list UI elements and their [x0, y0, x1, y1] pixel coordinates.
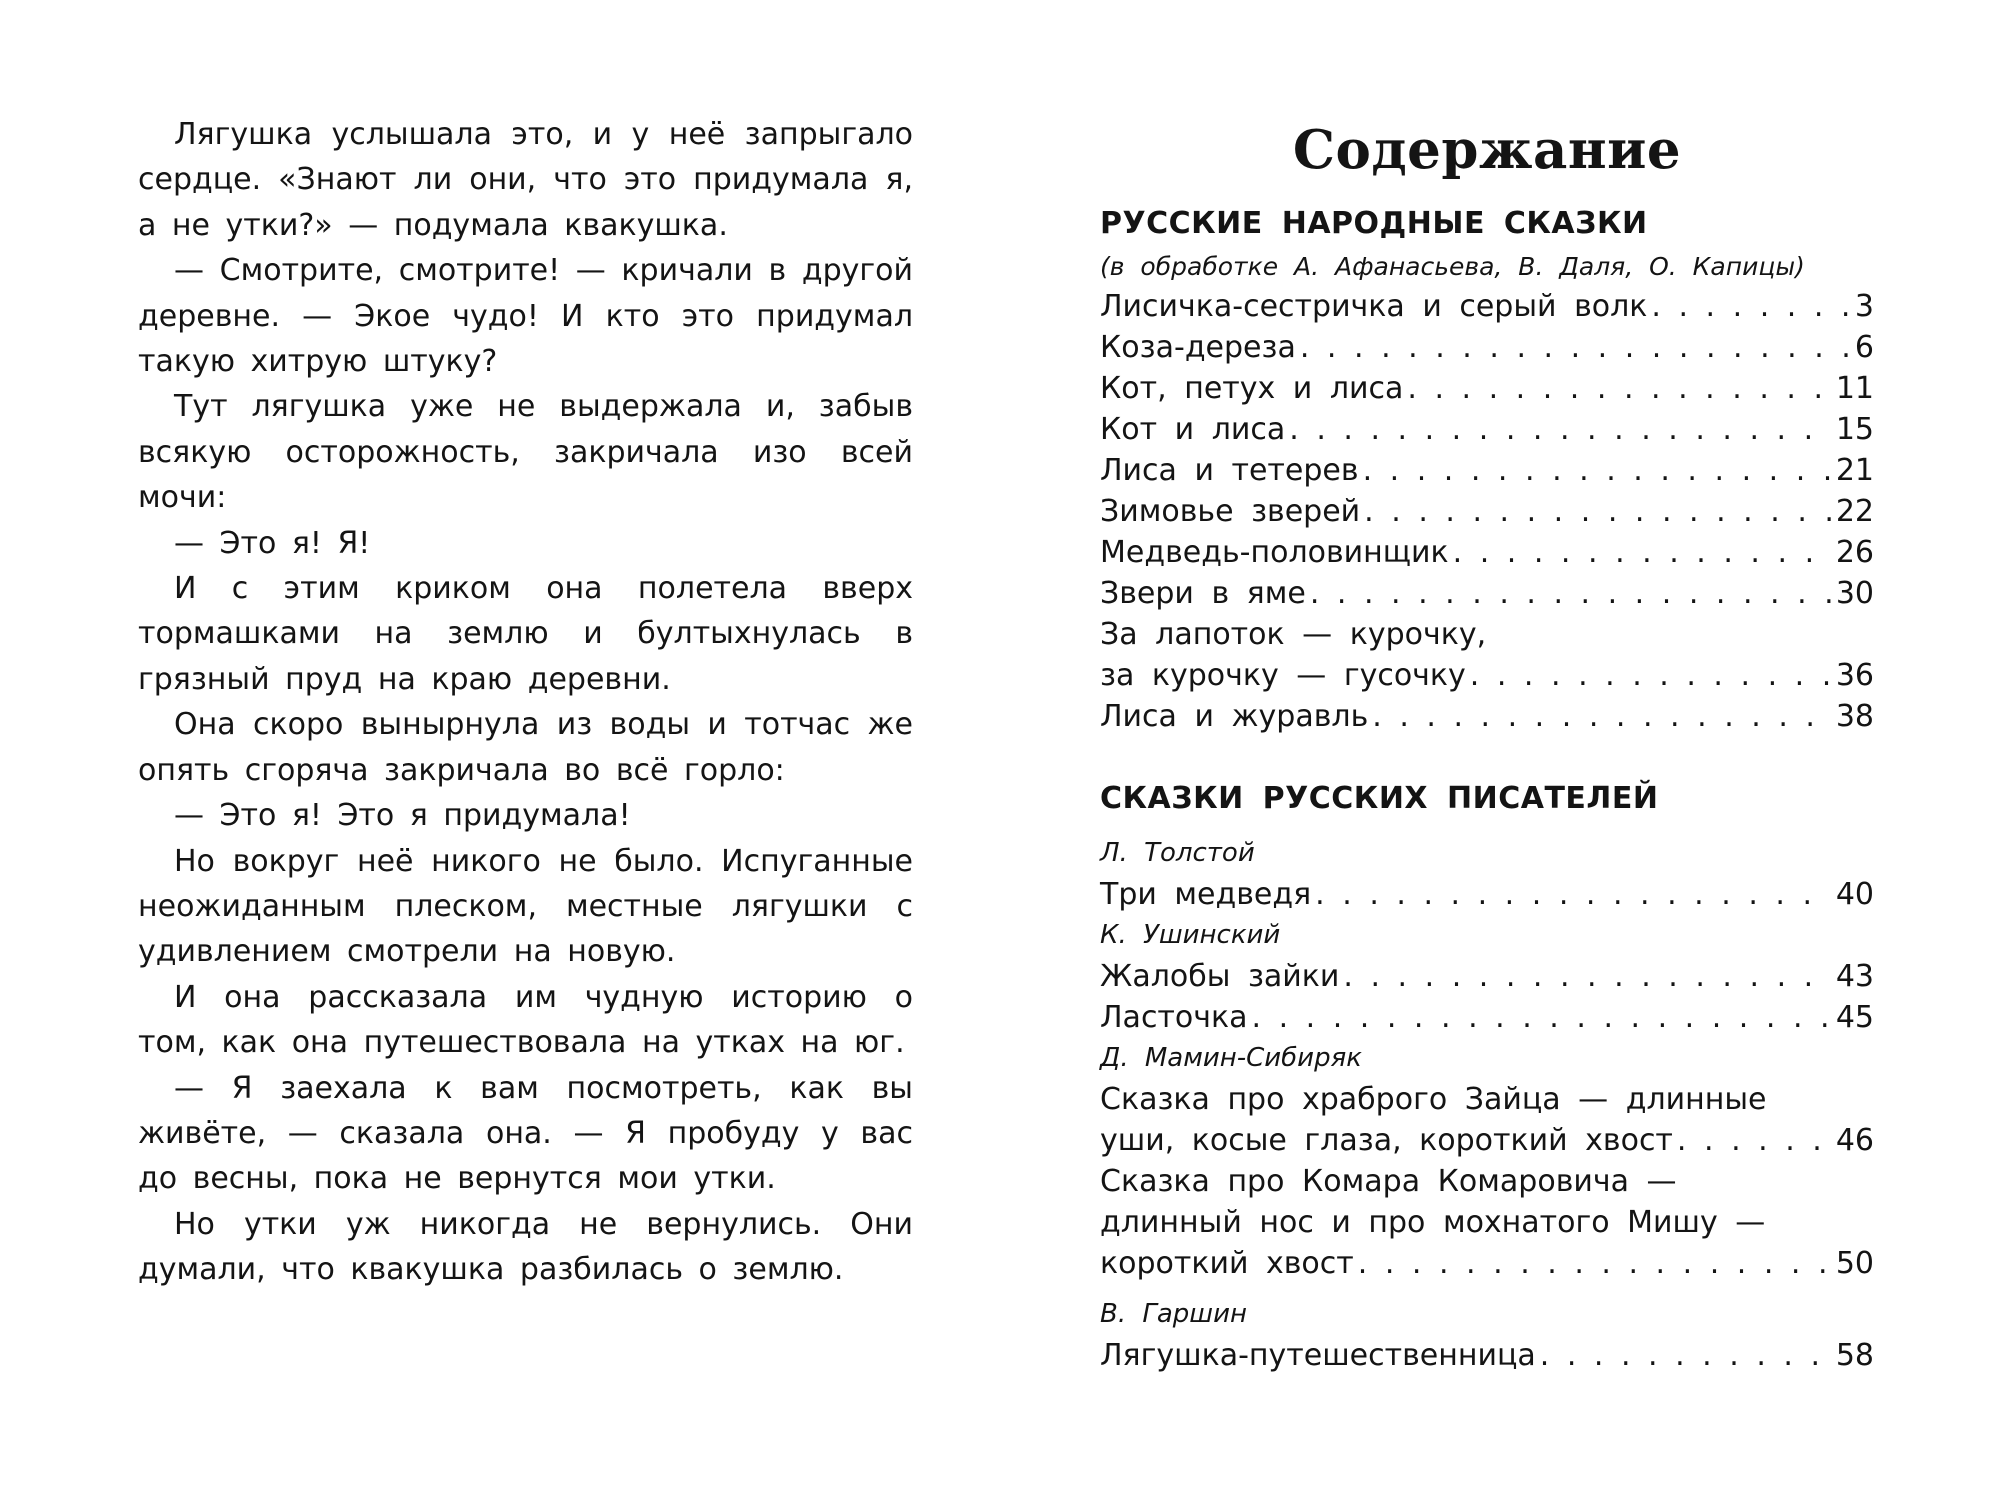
toc-entry-title: за курочку — гусочку [1100, 658, 1466, 693]
toc-entry[interactable] [1100, 409, 1874, 450]
story-paragraph: — Это я! Это я придумала! [174, 798, 631, 834]
toc-entry-title: Ласточка [1100, 1000, 1248, 1035]
toc-entry-line[interactable]: Сказка про Комара Комаровича — [1100, 1164, 1677, 1199]
toc-entry-page: 6 [1854, 330, 1874, 365]
story-paragraph: Тут лягушка уже не выдержала и, забыв всякую осторожность, закричала изо всей мочи: [138, 389, 913, 516]
toc-entry-page: 50 [1835, 1246, 1874, 1281]
toc-entry-line[interactable]: Сказка про храброго Зайца — длинные [1100, 1082, 1767, 1117]
toc-entry[interactable] [1100, 1120, 1874, 1161]
toc-entry-page: 15 [1835, 412, 1874, 447]
toc-entry[interactable] [1100, 573, 1874, 614]
toc-entry[interactable] [1100, 956, 1874, 997]
toc-entry-line[interactable]: За лапоток — курочку, [1100, 617, 1487, 652]
toc-entry[interactable] [1100, 450, 1874, 491]
story-paragraph: — Я заехала к вам посмотреть, как вы живёте, — сказала она. — Я пробуду у вас до весны, пока не вернутся мои утки. [138, 1070, 913, 1197]
dot-leader [1300, 327, 1851, 368]
story-paragraph: — Это я! Я! [174, 525, 371, 561]
toc-title: Содержание [1292, 119, 1682, 181]
toc-entry-page: 22 [1835, 494, 1874, 529]
toc-entry-title: Лягушка-путешественница [1100, 1338, 1536, 1373]
toc-entry-title: Три медведя [1100, 877, 1312, 912]
toc-entry-title: Жалобы зайки [1100, 959, 1340, 994]
toc-entry[interactable] [1100, 696, 1874, 737]
toc-entry[interactable] [1100, 327, 1874, 368]
table-of-contents-page [1100, 112, 1874, 1376]
story-paragraph: Она скоро вынырнула из воды и тотчас же опять сгоряча закричала во всё горло: [138, 707, 913, 788]
toc-entry-title: Лиса и тетерев [1100, 453, 1359, 488]
author-name: Л. Толстой [1100, 838, 1255, 868]
toc-entry-page: 45 [1835, 1000, 1874, 1035]
dot-leader [1289, 409, 1832, 450]
toc-entry-line[interactable]: длинный нос и про мохнатого Мишу — [1100, 1205, 1766, 1240]
toc-entry-title: Кот, петух и лиса [1100, 371, 1404, 406]
dot-leader [1363, 450, 1832, 491]
dot-leader [1540, 1335, 1832, 1376]
toc-entry-title: уши, косые глаза, короткий хвост [1100, 1123, 1673, 1158]
story-paragraph: И она рассказала им чудную историю о том, как она путешествовала на утках на юг. [138, 979, 913, 1061]
dot-leader [1252, 997, 1832, 1038]
author-name: В. Гаршин [1100, 1299, 1247, 1329]
toc-entry-page: 26 [1835, 535, 1874, 570]
toc-entry-title: Кот и лиса [1100, 412, 1286, 447]
toc-entry-page: 11 [1835, 371, 1874, 406]
toc-entry[interactable] [1100, 368, 1874, 409]
toc-entry[interactable] [1100, 532, 1874, 573]
toc-entry-title: короткий хвост [1100, 1246, 1354, 1281]
author-name: Д. Мамин-Сибиряк [1100, 1043, 1362, 1073]
author-name: К. Ушинский [1100, 920, 1281, 950]
dot-leader [1358, 1243, 1832, 1284]
toc-entry-page: 40 [1835, 877, 1874, 912]
story-paragraph: Лягушка услышала это, и у неё запрыгало сердце. «Знают ли они, что это придумала я, а не утки?» — подумала квакушка. [138, 117, 913, 243]
section-spacer [1100, 1284, 1874, 1294]
dot-leader [1651, 286, 1851, 327]
dot-leader [1453, 532, 1832, 573]
dot-leader [1372, 696, 1832, 737]
toc-entry-page: 30 [1835, 576, 1874, 611]
dot-leader [1310, 573, 1832, 614]
story-paragraph: — Смотрите, смотрите! — кричали в другой деревне. — Экое чудо! И кто это придумал такую хитрую штуку? [138, 253, 913, 380]
dot-leader [1677, 1120, 1832, 1161]
toc-entry-page: 36 [1835, 658, 1874, 693]
toc-entry-title: Медведь-половинщик [1100, 535, 1449, 570]
story-paragraph: И с этим криком она полетела вверх тормашками на землю и бултыхнулась в грязный пруд на краю деревни. [138, 571, 913, 697]
toc-entry-title: Лисичка-сестричка и серый волк [1100, 289, 1648, 324]
section-title-writers-tales: СКАЗКИ РУССКИХ ПИСАТЕЛЕЙ [1100, 781, 1659, 816]
toc-entry-page: 58 [1835, 1338, 1874, 1373]
story-paragraph: Но утки уж никогда не вернулись. Они думали, что квакушка разбилась о землю. [138, 1206, 913, 1288]
toc-entry[interactable] [1100, 491, 1874, 532]
toc-entry-title: Звери в яме [1100, 576, 1306, 611]
story-paragraph: Но вокруг неё никого не было. Испуганные неожиданным плеском, местные лягушки с удивлением смотрели на новую. [138, 843, 913, 970]
dot-leader [1364, 491, 1832, 532]
toc-entry-page: 21 [1835, 453, 1874, 488]
dot-leader [1470, 655, 1832, 696]
toc-entry[interactable] [1100, 997, 1874, 1038]
toc-entry-title: Зимовье зверей [1100, 494, 1361, 529]
section-spacer [1100, 737, 1874, 775]
toc-entry-title: Лиса и журавль [1100, 699, 1369, 734]
section-title-folk-tales: РУССКИЕ НАРОДНЫЕ СКАЗКИ [1100, 206, 1648, 241]
section-spacer [1100, 823, 1874, 833]
dot-leader [1315, 874, 1832, 915]
toc-entry[interactable] [1100, 1243, 1874, 1284]
dot-leader [1407, 368, 1831, 409]
section-subtitle: (в обработке А. Афанасьева, В. Даля, О. Капицы) [1100, 252, 1805, 281]
toc-entry[interactable] [1100, 655, 1874, 696]
dot-leader [1343, 956, 1831, 997]
story-text-page [138, 112, 913, 1293]
toc-entry-page: 43 [1835, 959, 1874, 994]
toc-entry[interactable] [1100, 286, 1874, 327]
toc-entry-title: Коза-дереза [1100, 330, 1296, 365]
toc-entry-page: 38 [1835, 699, 1874, 734]
toc-entry-page: 3 [1854, 289, 1874, 324]
toc-entry-page: 46 [1835, 1123, 1874, 1158]
toc-entry[interactable] [1100, 874, 1874, 915]
toc-entry[interactable] [1100, 1335, 1874, 1376]
